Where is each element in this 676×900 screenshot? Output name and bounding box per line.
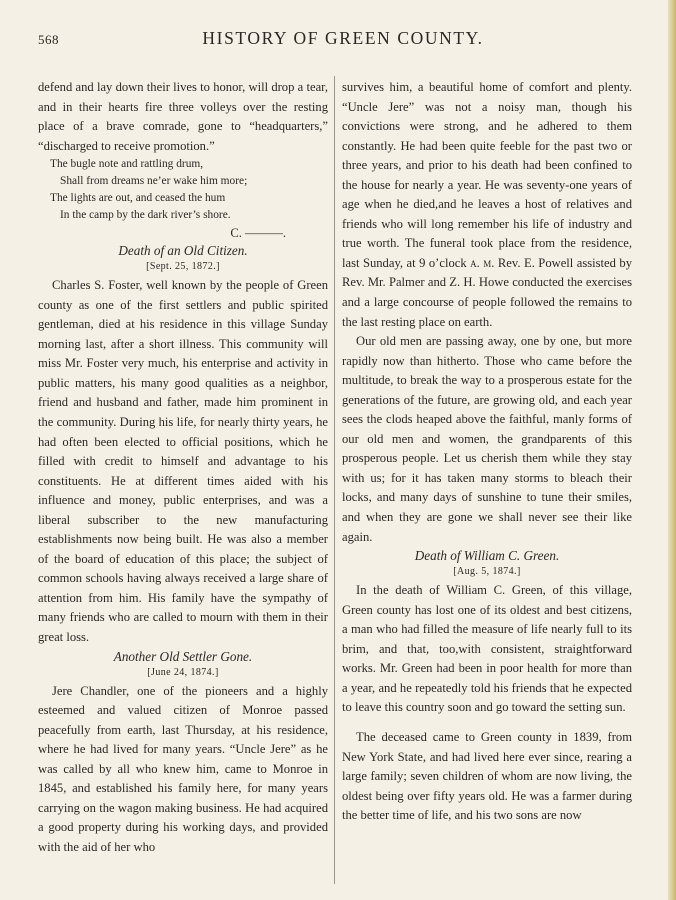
obituary-title: Death of William C. Green. [414, 548, 560, 564]
obituary-date: [Sept. 25, 1872.] [146, 261, 220, 273]
poem [38, 156, 328, 224]
obituary-text: In the death of William C. Green, of this village, Green county has lost one of its oldest and best citizens, a man who had filled the measure of life nearly full to its brim, and that, too,with consistent, straightforward works. Mr. Green had been in poor health for more than a year, and he repeatedly told his friends that he expected to leave this country soon and go toward the setting sun. [342, 583, 632, 715]
obituary-date: [June 24, 1874.] [147, 666, 219, 678]
intro-paragraph: defend and lay down their lives to honor, will drop a tear, and in their hearts fire three volleys over the resting place of a brave comrade, gone to “headquarters,” “discharged to receive promotion.” [38, 80, 328, 153]
obituary-date: [Aug. 5, 1874.] [453, 566, 521, 578]
continued-paragraph [342, 78, 632, 332]
obituary-title: Death of an Old Citizen. [118, 243, 248, 259]
paragraph: The deceased came to Green county in 1839, from New York State, and had lived here ever since, rearing a large family; seven children of whom are now living, the oldest being over fifty years old. He was a farmer during the better time of life, and his two sons are now [342, 729, 632, 823]
poem-line: The bugle note and rattling drum, [50, 158, 204, 171]
column-divider [334, 76, 335, 884]
poem-line: The lights are out, and ceased the hum [50, 192, 226, 205]
paragraph: Our old men are passing away, one by one, but more rapidly now than hitherto. Those who came before the multitude, to break the way to a prosperous estate for the generations of the future, are growing old, and each year sees the clods heaped above the faithful, manly forms of our old men and women, the grandparents of this prosperous people. Let us cherish them while they stay with us; for it has taken many storms to bleach their locks, and many days of sunshine to tune their smiles, and when they are gone we shall never see their like again. [342, 334, 632, 544]
signature: C. ———. [230, 226, 286, 241]
obituary-title: Another Old Settler Gone. [113, 648, 253, 664]
poem-line: Shall from dreams ne’er wake him more; [60, 175, 248, 188]
obituary-text: Jere Chandler, one of the pioneers and a highly esteemed and valued citizen of Monroe passed peacefully from earth, last Thursday, at his residence, where he had lived for many years. “Uncle Jere” as he was called by all who knew him, came to Monroe in 1845, and established his family here, for many years carrying on the wagon making business. He had acquired a good property during his working days, and provided with the aid of her who [38, 683, 328, 854]
poem-line: In the camp by the dark river’s shore. [60, 209, 231, 222]
page-header [38, 28, 648, 54]
page-edge [668, 0, 676, 900]
right-column [342, 78, 632, 826]
time-abbreviation: a. m. [470, 255, 495, 270]
paragraph-text: survives him, a beautiful home of comfort and plenty. “Uncle Jere” was not a noisy man, though his convictions were strong, and he adhered to them constantly. He had been quite feeble for the past two or three years, and prior to his death had been confined to the house for nearly a year. He was seventy-one years of age when he died,and he leaves a host of relatives and friends who will long remember his life of industry and true worth. The funeral took place from the residence, last Sunday, at 9 o’clock [342, 80, 632, 270]
running-head: HISTORY OF GREEN COUNTY. [202, 28, 484, 48]
paragraph-text: Rev. E. Powell assisted by Rev. Mr. Palmer and Z. H. Howe conducted the exercises and a large concourse of people followed the remains to the last resting place on earth. [342, 255, 633, 329]
obituary-text: Charles S. Foster, well known by the people of Green county as one of the first settlers and public spirited gentleman, died at his residence in this village Sunday morning last, after a short illness. This community will miss Mr. Foster very much, his enterprise and activity in public matters, his many good qualities as a neighbor, friend and husband and father, made him prominent in the community. During his life, for nearly thirty years, he had often been elected to official positions, which he filled with credit to himself and advantage to his constituents. He at different times aided with his influence and money, public enterprises, and was a liberal subscriber to the new manufacturing establishments now being built. He was also a member of the board of education of this place; the subject of common schools having always received a large share of attention from him. His family have the sympathy of many friends who are called to mourn with them in their great loss. [38, 278, 328, 645]
page-number: 568 [38, 32, 59, 47]
left-column [38, 78, 328, 858]
